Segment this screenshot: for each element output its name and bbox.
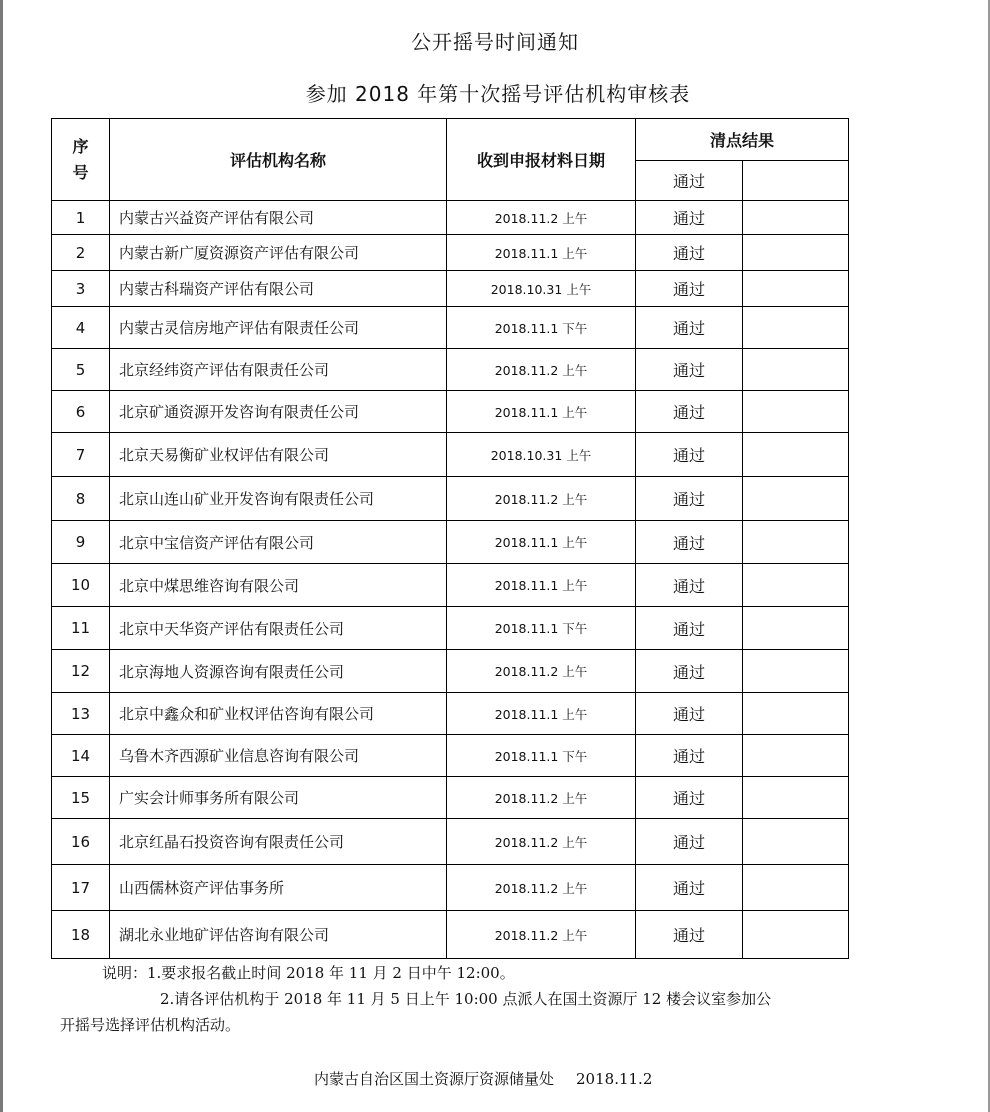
header-name: 评估机构名称 <box>110 119 447 201</box>
table-row <box>52 477 849 521</box>
row-date: 2018.11.1 上午 <box>447 693 636 735</box>
row-extra <box>743 349 849 391</box>
notes-section <box>60 960 960 1038</box>
row-extra <box>743 477 849 521</box>
row-no: 11 <box>52 607 110 650</box>
row-no: 7 <box>52 433 110 477</box>
row-no: 9 <box>52 521 110 564</box>
row-extra <box>743 735 849 777</box>
row-date: 2018.11.1 上午 <box>447 564 636 607</box>
row-extra <box>743 564 849 607</box>
row-name: 湖北永业地矿评估咨询有限公司 <box>110 911 447 959</box>
row-result: 通过 <box>636 201 743 235</box>
row-name: 内蒙古新广厦资源资产评估有限公司 <box>110 235 447 271</box>
row-extra <box>743 201 849 235</box>
row-result: 通过 <box>636 235 743 271</box>
row-date: 2018.11.2 上午 <box>447 349 636 391</box>
header-no-label: 序 号 <box>72 136 89 182</box>
table-row <box>52 777 849 819</box>
row-result: 通过 <box>636 819 743 865</box>
row-date: 2018.11.2 上午 <box>447 865 636 911</box>
review-table <box>51 118 849 959</box>
table-row <box>52 607 849 650</box>
row-date: 2018.11.2 上午 <box>447 650 636 693</box>
row-result: 通过 <box>636 391 743 433</box>
row-no: 4 <box>52 307 110 349</box>
row-date: 2018.11.1 下午 <box>447 607 636 650</box>
row-date: 2018.11.2 上午 <box>447 911 636 959</box>
table-row <box>52 271 849 307</box>
row-extra <box>743 911 849 959</box>
row-name: 北京红晶石投资咨询有限责任公司 <box>110 819 447 865</box>
row-name: 北京经纬资产评估有限责任公司 <box>110 349 447 391</box>
row-result: 通过 <box>636 693 743 735</box>
row-name: 北京中鑫众和矿业权评估咨询有限公司 <box>110 693 447 735</box>
table-row <box>52 819 849 865</box>
row-no: 12 <box>52 650 110 693</box>
header-result: 清点结果 <box>636 119 849 161</box>
table-row <box>52 235 849 271</box>
row-extra <box>743 521 849 564</box>
row-extra <box>743 819 849 865</box>
row-date: 2018.11.2 上午 <box>447 201 636 235</box>
header-date: 收到申报材料日期 <box>447 119 636 201</box>
row-result: 通过 <box>636 564 743 607</box>
row-result: 通过 <box>636 650 743 693</box>
row-result: 通过 <box>636 307 743 349</box>
row-result: 通过 <box>636 477 743 521</box>
footer-department: 内蒙古自治区国土资源厅资源储量处 <box>314 1070 555 1088</box>
row-result: 通过 <box>636 777 743 819</box>
footer-date: 2018.11.2 <box>576 1070 653 1088</box>
row-extra <box>743 271 849 307</box>
row-name: 北京山连山矿业开发咨询有限责任公司 <box>110 477 447 521</box>
notice-title: 公开摇号时间通知 <box>411 30 579 54</box>
table-header <box>52 119 849 201</box>
table-row <box>52 307 849 349</box>
table-row <box>52 349 849 391</box>
row-name: 山西儒林资产评估事务所 <box>110 865 447 911</box>
note-1: 说明：1.要求报名截止时间 2018 年 11 月 2 日中午 12:00。 <box>102 964 515 982</box>
row-extra <box>743 307 849 349</box>
header-no <box>52 119 110 201</box>
row-date: 2018.11.1 下午 <box>447 735 636 777</box>
row-result: 通过 <box>636 865 743 911</box>
header-result-extra <box>743 161 849 201</box>
table-row <box>52 391 849 433</box>
row-date: 2018.11.1 上午 <box>447 521 636 564</box>
note-2-line-2: 开摇号选择评估机构活动。 <box>60 1016 241 1034</box>
row-name: 内蒙古兴益资产评估有限公司 <box>110 201 447 235</box>
table-row <box>52 911 849 959</box>
table-row <box>52 521 849 564</box>
table-body <box>52 201 849 959</box>
row-name: 北京中天华资产评估有限责任公司 <box>110 607 447 650</box>
row-name: 广实会计师事务所有限公司 <box>110 777 447 819</box>
row-no: 3 <box>52 271 110 307</box>
row-name: 北京矿通资源开发咨询有限责任公司 <box>110 391 447 433</box>
row-no: 16 <box>52 819 110 865</box>
row-date: 2018.11.1 上午 <box>447 235 636 271</box>
row-extra <box>743 433 849 477</box>
row-date: 2018.11.1 上午 <box>447 391 636 433</box>
page-left-border <box>0 0 3 1112</box>
row-no: 2 <box>52 235 110 271</box>
row-result: 通过 <box>636 521 743 564</box>
table-row <box>52 735 849 777</box>
row-extra <box>743 391 849 433</box>
row-no: 10 <box>52 564 110 607</box>
row-name: 内蒙古灵信房地产评估有限责任公司 <box>110 307 447 349</box>
row-extra <box>743 865 849 911</box>
footer-signature <box>314 1068 652 1089</box>
row-date: 2018.11.1 下午 <box>447 307 636 349</box>
table-title: 参加 2018 年第十次摇号评估机构审核表 <box>305 82 691 106</box>
row-no: 13 <box>52 693 110 735</box>
row-extra <box>743 650 849 693</box>
row-extra <box>743 607 849 650</box>
row-result: 通过 <box>636 349 743 391</box>
row-result: 通过 <box>636 271 743 307</box>
header-result-sub: 通过 <box>636 161 743 201</box>
table-row <box>52 433 849 477</box>
row-result: 通过 <box>636 911 743 959</box>
row-result: 通过 <box>636 607 743 650</box>
row-name: 北京天易衡矿业权评估有限公司 <box>110 433 447 477</box>
row-extra <box>743 693 849 735</box>
table-row <box>52 693 849 735</box>
row-name: 乌鲁木齐西源矿业信息咨询有限公司 <box>110 735 447 777</box>
row-no: 17 <box>52 865 110 911</box>
row-no: 5 <box>52 349 110 391</box>
row-result: 通过 <box>636 433 743 477</box>
row-no: 6 <box>52 391 110 433</box>
row-date: 2018.11.2 上午 <box>447 819 636 865</box>
row-no: 8 <box>52 477 110 521</box>
row-no: 15 <box>52 777 110 819</box>
row-no: 1 <box>52 201 110 235</box>
note-2-line-1: 2.请各评估机构于 2018 年 11 月 5 日上午 10:00 点派人在国土资源厅 12 楼会议室参加公 <box>160 990 772 1008</box>
row-date: 2018.10.31 上午 <box>447 433 636 477</box>
row-extra <box>743 235 849 271</box>
row-date: 2018.11.2 上午 <box>447 777 636 819</box>
row-name: 北京中煤思维咨询有限公司 <box>110 564 447 607</box>
row-name: 北京海地人资源咨询有限责任公司 <box>110 650 447 693</box>
row-name: 北京中宝信资产评估有限公司 <box>110 521 447 564</box>
row-extra <box>743 777 849 819</box>
table-row <box>52 201 849 235</box>
table-row <box>52 650 849 693</box>
row-name: 内蒙古科瑞资产评估有限公司 <box>110 271 447 307</box>
row-date: 2018.11.2 上午 <box>447 477 636 521</box>
table-row <box>52 865 849 911</box>
table-row <box>52 564 849 607</box>
row-no: 14 <box>52 735 110 777</box>
row-result: 通过 <box>636 735 743 777</box>
row-date: 2018.10.31 上午 <box>447 271 636 307</box>
row-no: 18 <box>52 911 110 959</box>
